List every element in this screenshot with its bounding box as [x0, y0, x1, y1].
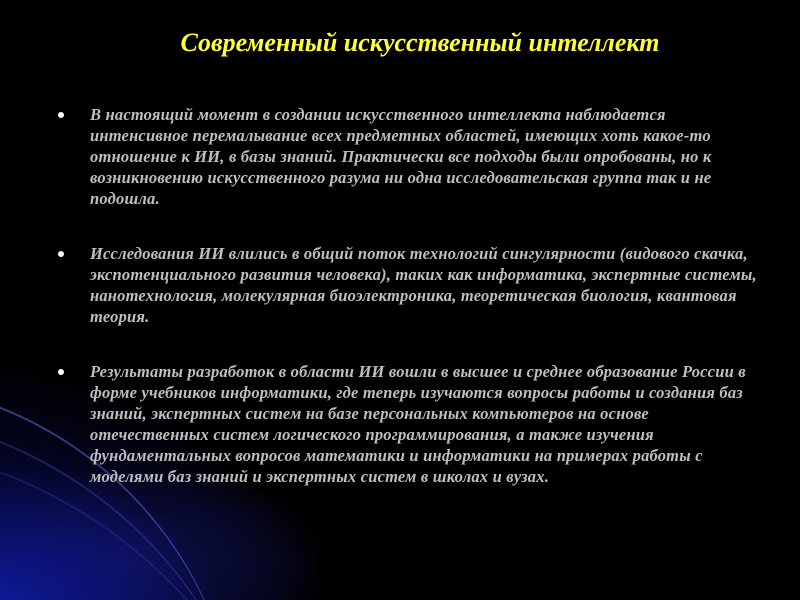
bullet-text: Результаты разработок в области ИИ вошли в высшее и среднее образование России в форме учебников информатики, где теперь изучаются вопросы работы и создания баз знаний, экспертных систем на базе персональных компьютеров на основе отечественных систем логического программирования, а также изучения фундаментальных вопросов математики и информатики на примерах работы с моделями баз знаний и экспертных систем в школах и вузах. [90, 362, 746, 486]
bullet-dot-icon [58, 112, 64, 118]
bullet-dot-icon [58, 369, 64, 375]
bullet-item [58, 243, 758, 327]
bullet-list [58, 104, 758, 521]
slide-title: Современный искусственный интеллект [180, 28, 660, 57]
bullet-item [58, 361, 758, 487]
bullet-text: Исследования ИИ влились в общий поток технологий сингулярности (видового скачка, экспотенциального развития человека), таких как информатика, экспертные системы, нанотехнология, молекулярная биоэлектроника, теоретическая биология, квантовая теория. [90, 244, 757, 326]
bullet-text: В настоящий момент в создании искусственного интеллекта наблюдается интенсивное перемалывание всех предметных областей, имеющих хоть какое-то отношение к ИИ, в базы знаний. Практически все подходы были опробованы, но к возникновению искусственного разума ни одна исследовательская группа так и не подошла. [90, 105, 712, 208]
bullet-dot-icon [58, 251, 64, 257]
bullet-item [58, 104, 758, 209]
